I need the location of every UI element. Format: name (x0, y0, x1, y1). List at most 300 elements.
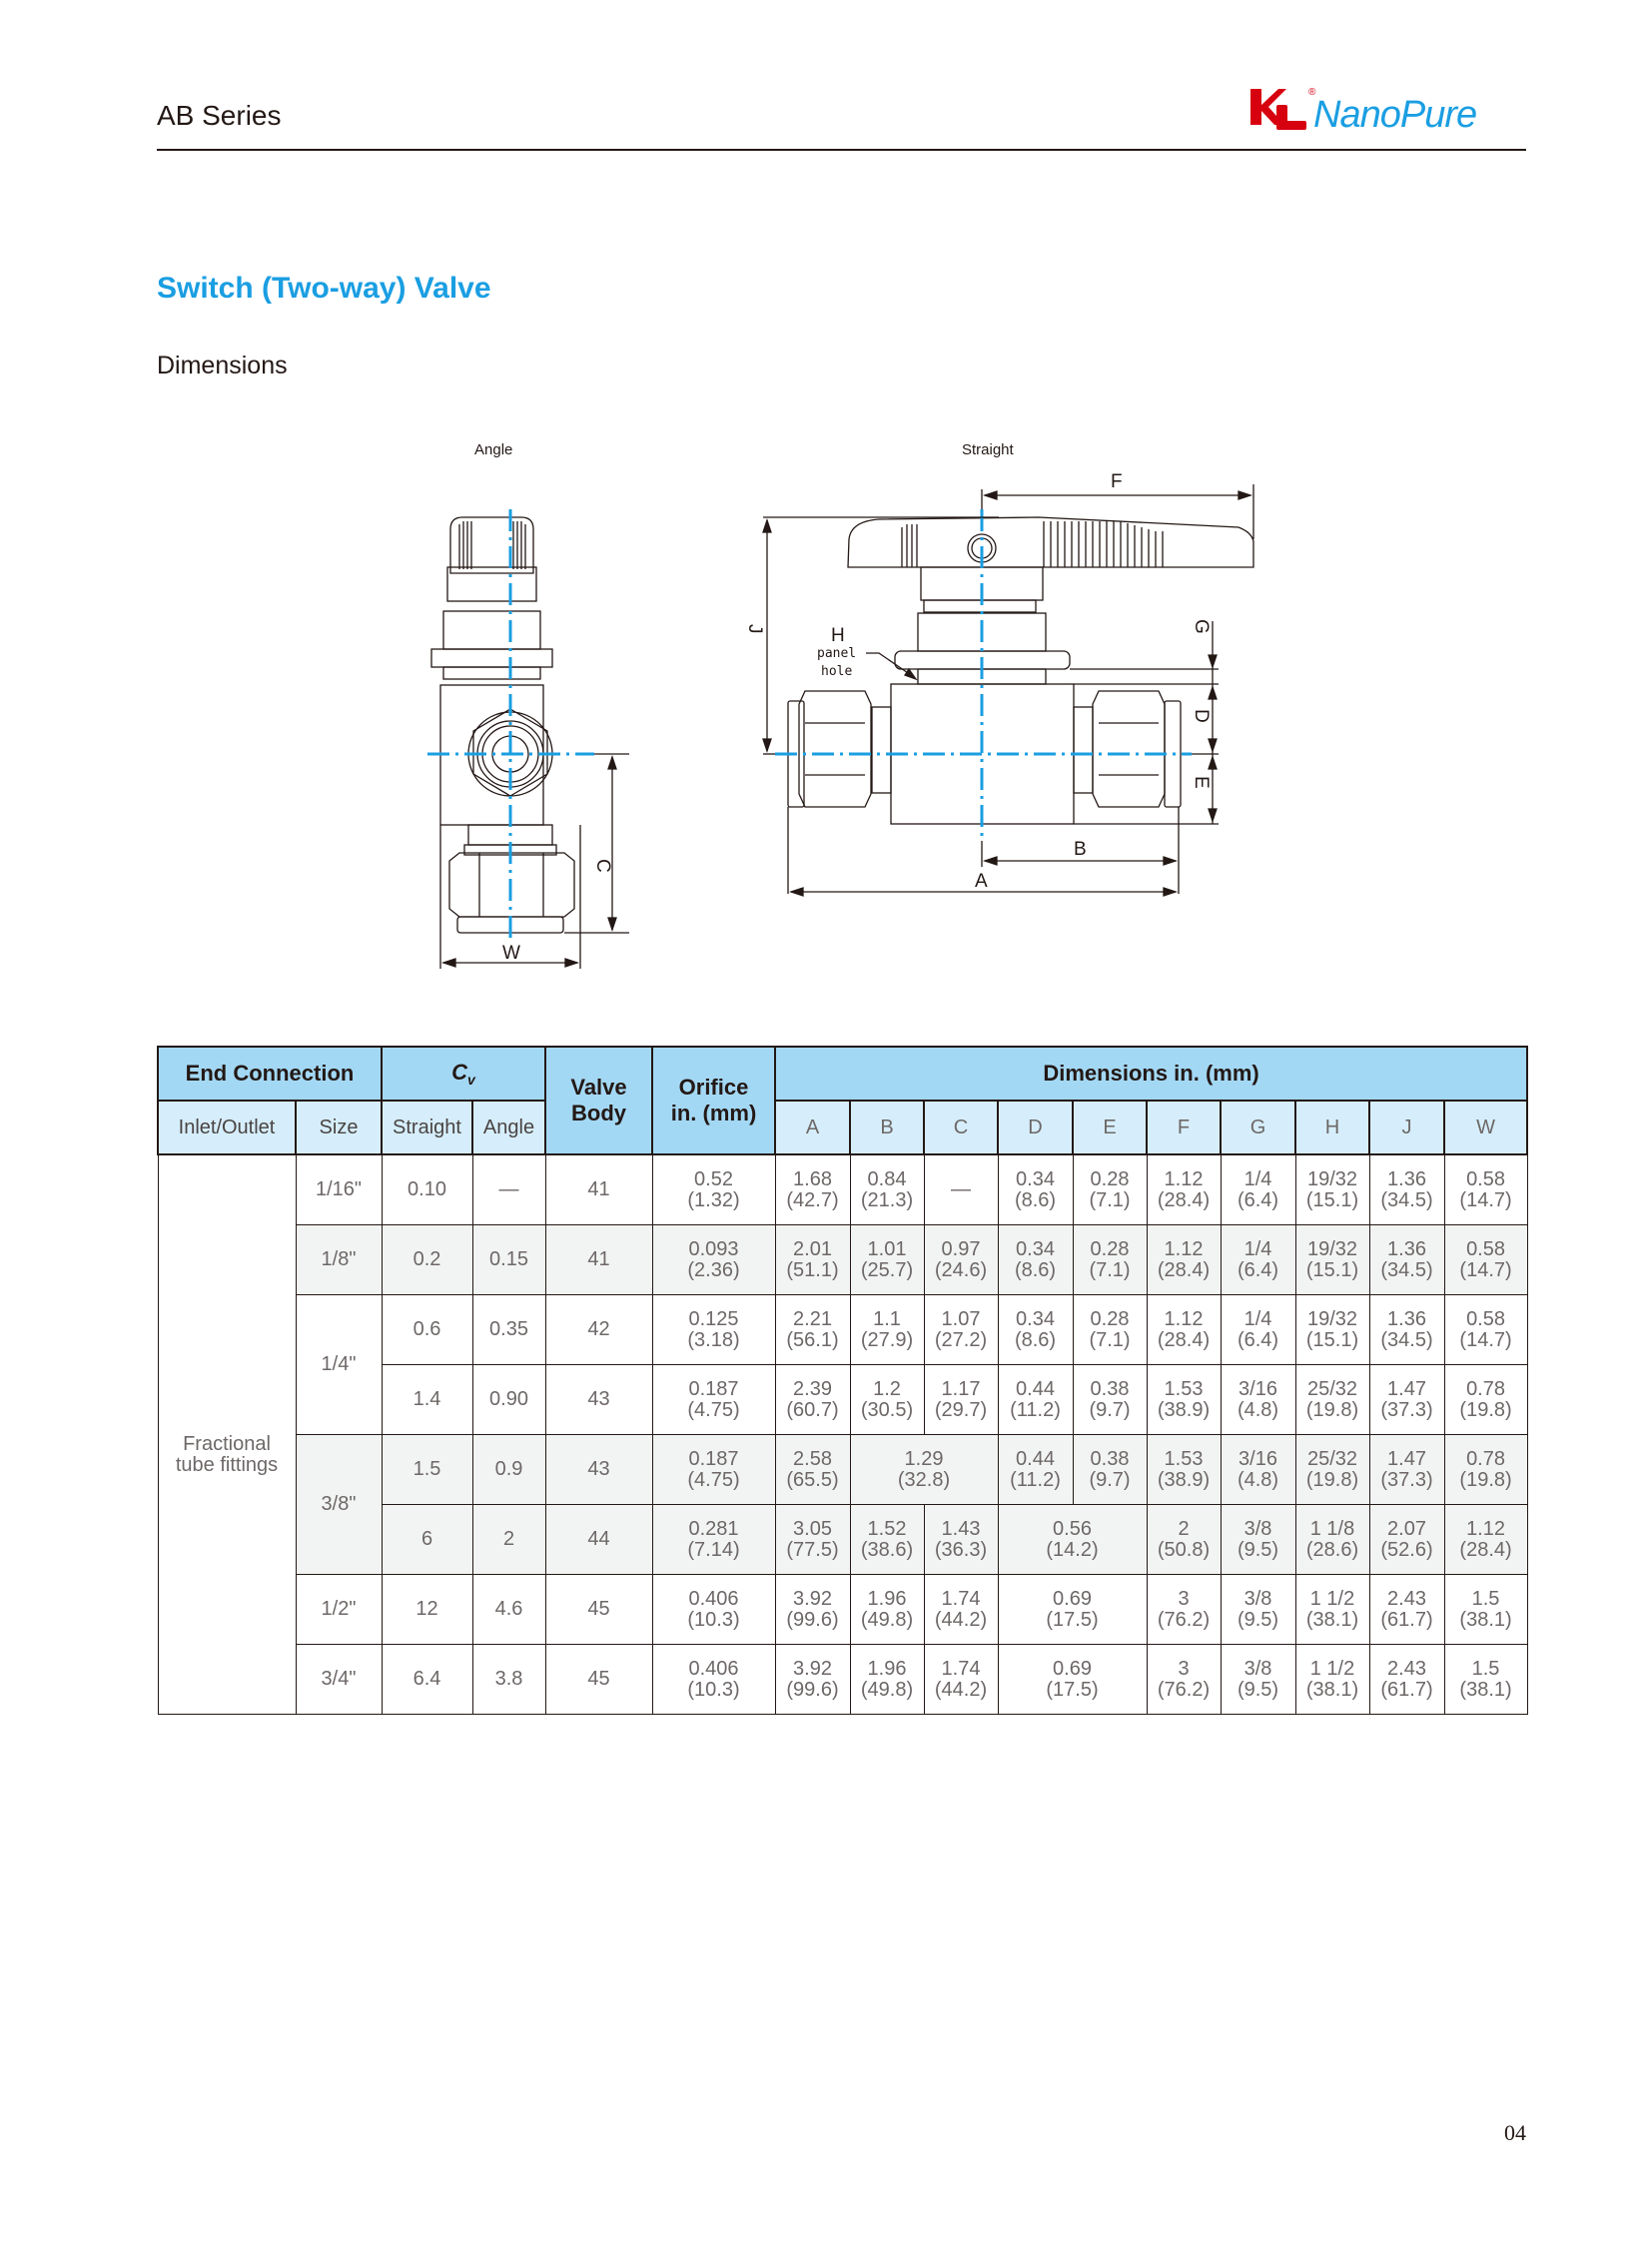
header-dim-f: F (1147, 1101, 1221, 1154)
dim-h-inch: 25/32 (1306, 1377, 1358, 1400)
dim-h-inch: 1 1/2 (1309, 1587, 1355, 1610)
cell-cv-straight: 1.4 (382, 1365, 472, 1435)
header-cv-sub: v (467, 1072, 475, 1088)
dim-g-mm: (6.4) (1237, 1258, 1279, 1281)
cell-dim-de (998, 1505, 1147, 1575)
dim-de-mm: (17.5) (1046, 1608, 1099, 1631)
dim-label-d: D (1191, 709, 1212, 723)
table-row (158, 1295, 1527, 1365)
dim-f-inch: 1.12 (1164, 1167, 1204, 1190)
dim-e-inch: 0.28 (1090, 1237, 1130, 1260)
dim-a-inch: 2.21 (793, 1307, 832, 1330)
dim-e-inch: 0.28 (1090, 1167, 1130, 1190)
cell-valve-body: 45 (545, 1645, 652, 1715)
cell-dim-c (924, 1505, 998, 1575)
cell-dim-b (850, 1505, 924, 1575)
cell-size: 1/16" (296, 1154, 382, 1225)
header-dim-h: H (1295, 1101, 1369, 1154)
dim-d-inch: 0.34 (1016, 1167, 1055, 1190)
dim-g-inch: 3/8 (1243, 1517, 1272, 1540)
orifice-mm: (2.36) (687, 1258, 740, 1281)
dim-w-inch: 0.78 (1466, 1377, 1505, 1400)
cell-dim-e (1073, 1295, 1147, 1365)
dim-bc-mm: (32.8) (897, 1468, 951, 1491)
dim-g-mm: (4.8) (1237, 1468, 1279, 1491)
cell-valve-body: 41 (545, 1225, 652, 1295)
page-number: 04 (1504, 2120, 1526, 2145)
dim-f-mm: (28.4) (1157, 1258, 1211, 1281)
cell-valve-body: 43 (545, 1365, 652, 1435)
dim-bc-inch: 1.29 (904, 1447, 944, 1470)
table-row (158, 1225, 1527, 1295)
orifice-mm: (7.14) (687, 1538, 740, 1561)
cell-dim-c (924, 1365, 998, 1435)
dim-a-mm: (42.7) (786, 1188, 839, 1211)
dim-j-inch: 1.47 (1387, 1377, 1426, 1400)
dim-a-inch: 3.92 (793, 1587, 832, 1610)
orifice-inch: 0.281 (688, 1517, 739, 1540)
dim-h-mm: (15.1) (1305, 1258, 1359, 1281)
dim-g-mm: (9.5) (1237, 1608, 1279, 1631)
dim-j-inch: 2.43 (1387, 1587, 1426, 1610)
cell-dim-de (998, 1645, 1147, 1715)
dim-j-mm: (61.7) (1380, 1678, 1433, 1701)
dim-f-inch: 1.12 (1164, 1237, 1204, 1260)
orifice-inch: 0.187 (688, 1447, 739, 1470)
dim-b-mm: (25.7) (860, 1258, 914, 1281)
dim-f-mm: (28.4) (1157, 1188, 1211, 1211)
cell-dim-g (1221, 1225, 1295, 1295)
dim-g-inch: 1/4 (1243, 1167, 1272, 1190)
dim-w-inch: 1.12 (1466, 1517, 1505, 1540)
table-row (158, 1154, 1527, 1225)
orifice-mm: (10.3) (687, 1678, 740, 1701)
cell-dim-w (1444, 1575, 1527, 1645)
header-dim-g: G (1221, 1101, 1295, 1154)
cell-dim-de (998, 1575, 1147, 1645)
table-body (158, 1154, 1527, 1715)
dim-j-mm: (34.5) (1380, 1328, 1433, 1351)
dim-f-inch: 3 (1178, 1587, 1190, 1610)
dim-e-inch: 0.38 (1090, 1447, 1130, 1470)
dim-de-inch: 0.56 (1053, 1517, 1092, 1540)
cell-dim-a (775, 1225, 850, 1295)
dim-label-h: H (831, 625, 845, 646)
dim-c-inch: 1.43 (941, 1517, 981, 1540)
cell-orifice (652, 1365, 775, 1435)
dim-f-mm: (38.9) (1157, 1468, 1211, 1491)
dim-c-inch: 1.07 (941, 1307, 981, 1330)
dim-f-mm: (28.4) (1157, 1328, 1211, 1351)
dim-w-inch: 0.78 (1466, 1447, 1505, 1470)
table-header-row-2 (158, 1101, 1527, 1154)
cell-dim-a (775, 1154, 850, 1225)
table-row (158, 1435, 1527, 1505)
dim-j-mm: (34.5) (1380, 1258, 1433, 1281)
dim-h-inch: 25/32 (1306, 1447, 1358, 1470)
dim-f-mm: (50.8) (1157, 1538, 1211, 1561)
dim-d-mm: (11.2) (1010, 1468, 1061, 1491)
cell-size: 1/4" (296, 1295, 382, 1435)
dim-b-inch: 1.1 (873, 1307, 901, 1330)
cell-dim-d (998, 1435, 1073, 1505)
header-dim-a: A (775, 1101, 850, 1154)
dim-h-inch: 1 1/8 (1309, 1517, 1355, 1540)
dim-a-inch: 3.05 (793, 1517, 832, 1540)
cell-orifice (652, 1295, 775, 1365)
dim-a-mm: (99.6) (786, 1608, 839, 1631)
dim-e-mm: (7.1) (1089, 1188, 1131, 1211)
dim-w-mm: (38.1) (1459, 1678, 1512, 1701)
cell-dim-a (775, 1645, 850, 1715)
dim-w-mm: (14.7) (1459, 1258, 1512, 1281)
dim-c-inch: 1.74 (941, 1657, 981, 1680)
cell-cv-straight: 0.6 (382, 1295, 472, 1365)
dim-c-mm: (24.6) (934, 1258, 988, 1281)
cell-dim-a (775, 1575, 850, 1645)
cell-dim-j (1369, 1365, 1444, 1435)
dim-j-mm: (52.6) (1380, 1538, 1433, 1561)
dim-e-mm: (9.7) (1089, 1398, 1131, 1421)
cell-dim-w (1444, 1505, 1527, 1575)
dimension-drawings (400, 429, 1298, 979)
dim-b-mm: (38.6) (860, 1538, 914, 1561)
dim-g-mm: (6.4) (1237, 1328, 1279, 1351)
dim-a-inch: 1.68 (793, 1167, 832, 1190)
cell-dim-d (998, 1295, 1073, 1365)
cell-dim-b (850, 1295, 924, 1365)
header-dimensions: Dimensions in. (mm) (775, 1047, 1527, 1101)
cell-dim-a (775, 1365, 850, 1435)
dim-h-mm: (28.6) (1305, 1538, 1359, 1561)
cell-orifice (652, 1575, 775, 1645)
dim-d-inch: 0.44 (1016, 1447, 1055, 1470)
cell-dim-h (1295, 1365, 1369, 1435)
cell-dim-j (1369, 1435, 1444, 1505)
orifice-inch: 0.406 (688, 1587, 739, 1610)
dim-b-mm: (27.9) (860, 1328, 914, 1351)
dim-h-inch: 19/32 (1306, 1167, 1358, 1190)
dim-f-mm: (38.9) (1157, 1398, 1211, 1421)
cell-dim-w (1444, 1365, 1527, 1435)
dim-b-inch: 1.52 (867, 1517, 907, 1540)
cell-dim-g (1221, 1154, 1295, 1225)
orifice-mm: (1.32) (687, 1188, 740, 1211)
cell-dim-d (998, 1365, 1073, 1435)
cell-cv-straight: 0.2 (382, 1225, 472, 1295)
cell-dim-w (1444, 1435, 1527, 1505)
header-valve-body-line1: Valve (570, 1075, 627, 1100)
dim-g-inch: 3/16 (1239, 1377, 1277, 1400)
cell-dim-c (924, 1645, 998, 1715)
cell-dim-c (924, 1225, 998, 1295)
dim-h-mm: (15.1) (1305, 1188, 1359, 1211)
dim-f-inch: 3 (1178, 1657, 1190, 1680)
cell-dim-f (1147, 1154, 1221, 1225)
header-straight: Straight (382, 1101, 472, 1154)
brand-logo (1239, 75, 1538, 145)
dim-h-inch: 1 1/2 (1309, 1657, 1355, 1680)
dim-de-mm: (14.2) (1046, 1538, 1099, 1561)
dim-h-inch: 19/32 (1306, 1237, 1358, 1260)
cell-valve-body: 44 (545, 1505, 652, 1575)
table-row (158, 1645, 1527, 1715)
cell-size: 1/8" (296, 1225, 382, 1295)
cell-dim-d (998, 1225, 1073, 1295)
subsection-title: Dimensions (157, 352, 288, 379)
dim-label-j: J (744, 624, 765, 634)
dim-g-mm: (9.5) (1237, 1538, 1279, 1561)
header-valve-body (545, 1047, 652, 1154)
cell-dim-h (1295, 1225, 1369, 1295)
cell-valve-body: 43 (545, 1435, 652, 1505)
panel-label: panel (817, 646, 857, 661)
cell-cv-straight: 6 (382, 1505, 472, 1575)
cell-dim-w (1444, 1645, 1527, 1715)
dim-f-inch: 2 (1178, 1517, 1190, 1540)
dim-f-mm: (76.2) (1157, 1608, 1211, 1631)
dim-j-inch: 1.36 (1387, 1237, 1426, 1260)
header-dim-w: W (1444, 1101, 1527, 1154)
section-title: Switch (Two-way) Valve (157, 272, 491, 305)
dim-label-c: C (592, 859, 613, 873)
kl-logo-mark (1250, 87, 1306, 130)
header-dim-b: B (850, 1101, 924, 1154)
header-dim-j: J (1369, 1101, 1444, 1154)
cell-dim-a (775, 1295, 850, 1365)
dim-g-inch: 1/4 (1243, 1307, 1272, 1330)
dim-h-mm: (38.1) (1305, 1608, 1359, 1631)
registered-mark: ® (1308, 87, 1316, 98)
dim-c-mm: (44.2) (934, 1678, 988, 1701)
straight-view-title: Straight (962, 441, 1014, 458)
cell-orifice (652, 1154, 775, 1225)
dim-w-inch: 0.58 (1466, 1307, 1505, 1330)
dim-a-mm: (51.1) (786, 1258, 839, 1281)
dim-e-mm: (9.7) (1089, 1468, 1131, 1491)
dim-g-inch: 1/4 (1243, 1237, 1272, 1260)
dim-label-a: A (975, 871, 988, 892)
cell-dim-g (1221, 1365, 1295, 1435)
cell-size: 1/2" (296, 1575, 382, 1645)
cell-dim-f (1147, 1575, 1221, 1645)
header-end-connection: End Connection (158, 1047, 382, 1101)
dim-b-inch: 1.01 (867, 1237, 907, 1260)
orifice-inch: 0.52 (694, 1167, 733, 1190)
header-cv (382, 1047, 545, 1101)
dim-d-inch: 0.34 (1016, 1237, 1055, 1260)
cell-valve-body: 45 (545, 1575, 652, 1645)
cell-cv-straight: 0.10 (382, 1154, 472, 1225)
cell-dim-f (1147, 1505, 1221, 1575)
dim-j-inch: 1.36 (1387, 1167, 1426, 1190)
dim-d-mm: (11.2) (1010, 1398, 1061, 1421)
cell-valve-body: 41 (545, 1154, 652, 1225)
cell-dim-b (850, 1225, 924, 1295)
dim-de-inch: 0.69 (1053, 1657, 1092, 1680)
cell-cv-angle: 4.6 (472, 1575, 545, 1645)
dim-c-inch: 1.17 (941, 1377, 981, 1400)
cell-dim-c (924, 1575, 998, 1645)
angle-view-drawing (427, 441, 629, 969)
cell-cv-angle: 2 (472, 1505, 545, 1575)
header-divider (157, 149, 1526, 151)
dim-label-b: B (1074, 839, 1087, 860)
dim-b-mm: (49.8) (860, 1678, 914, 1701)
dim-d-mm: (8.6) (1014, 1188, 1057, 1211)
dim-j-mm: (61.7) (1380, 1608, 1433, 1631)
dim-a-mm: (99.6) (786, 1678, 839, 1701)
cell-dim-g (1221, 1505, 1295, 1575)
dim-j-inch: 2.07 (1387, 1517, 1426, 1540)
dim-c-mm: (36.3) (934, 1538, 988, 1561)
connection-type-line2: tube fittings (175, 1453, 279, 1476)
dim-d-inch: 0.34 (1016, 1307, 1055, 1330)
dim-h-inch: 19/32 (1306, 1307, 1358, 1330)
dim-label-f: F (1111, 471, 1123, 492)
orifice-inch: 0.187 (688, 1377, 739, 1400)
dim-a-mm: (65.5) (786, 1468, 839, 1491)
cell-dim-j (1369, 1225, 1444, 1295)
cell-cv-angle: — (472, 1154, 545, 1225)
cell-dim-a (775, 1435, 850, 1505)
cell-dim-b (850, 1575, 924, 1645)
header-orifice-line2: in. (mm) (670, 1101, 757, 1125)
dim-e-inch: 0.28 (1090, 1307, 1130, 1330)
cell-dim-h (1295, 1154, 1369, 1225)
dim-w-mm: (38.1) (1459, 1608, 1512, 1631)
dim-f-inch: 1.53 (1164, 1447, 1204, 1470)
cell-dim-j (1369, 1505, 1444, 1575)
dim-w-mm: (14.7) (1459, 1328, 1512, 1351)
straight-view-drawing (744, 441, 1253, 896)
dim-d-mm: (8.6) (1014, 1258, 1057, 1281)
cell-dim-f (1147, 1225, 1221, 1295)
dim-a-inch: 3.92 (793, 1657, 832, 1680)
cell-cv-angle: 0.90 (472, 1365, 545, 1435)
header-orifice (652, 1047, 775, 1154)
table-header-row-1 (158, 1047, 1527, 1101)
cell-dim-b (850, 1154, 924, 1225)
dim-label-g: G (1191, 619, 1212, 634)
table-row (158, 1575, 1527, 1645)
dim-e-inch: 0.38 (1090, 1377, 1130, 1400)
dim-c-mm: (29.7) (934, 1398, 988, 1421)
cell-valve-body: 42 (545, 1295, 652, 1365)
cell-dim-g (1221, 1645, 1295, 1715)
dim-a-mm: (60.7) (786, 1398, 839, 1421)
dim-c-inch: 0.97 (941, 1237, 981, 1260)
cell-dim-a (775, 1505, 850, 1575)
cell-cv-angle: 3.8 (472, 1645, 545, 1715)
cell-dim-w (1444, 1295, 1527, 1365)
dim-w-inch: 1.5 (1471, 1587, 1500, 1610)
dim-g-mm: (4.8) (1237, 1398, 1279, 1421)
cell-dim-f (1147, 1645, 1221, 1715)
cell-dim-j (1369, 1295, 1444, 1365)
dim-j-mm: (37.3) (1380, 1468, 1433, 1491)
series-title: AB Series (157, 100, 282, 131)
dim-f-mm: (76.2) (1157, 1678, 1211, 1701)
cell-dim-c: — (924, 1154, 998, 1225)
cell-dim-w (1444, 1154, 1527, 1225)
dim-a-inch: 2.58 (793, 1447, 832, 1470)
cell-dim-h (1295, 1505, 1369, 1575)
cell-dim-d (998, 1154, 1073, 1225)
dim-d-inch: 0.44 (1016, 1377, 1055, 1400)
cell-orifice (652, 1225, 775, 1295)
dim-b-mm: (21.3) (860, 1188, 914, 1211)
dim-h-mm: (19.8) (1305, 1468, 1359, 1491)
dim-w-mm: (19.8) (1459, 1398, 1512, 1421)
cell-dim-h (1295, 1575, 1369, 1645)
dim-h-mm: (38.1) (1305, 1678, 1359, 1701)
dim-c-mm: (27.2) (934, 1328, 988, 1351)
dim-w-inch: 1.5 (1471, 1657, 1500, 1680)
cell-dim-h (1295, 1295, 1369, 1365)
dim-b-inch: 1.96 (867, 1587, 907, 1610)
cell-dim-e (1073, 1435, 1147, 1505)
orifice-mm: (10.3) (687, 1608, 740, 1631)
dim-j-inch: 1.47 (1387, 1447, 1426, 1470)
connection-type-line1: Fractional (183, 1432, 271, 1455)
dim-j-inch: 1.36 (1387, 1307, 1426, 1330)
dimensions-table (157, 1046, 1528, 1715)
header-cv-main: C (451, 1060, 468, 1085)
dim-c-inch: 1.74 (941, 1587, 981, 1610)
dim-w-inch: 0.58 (1466, 1237, 1505, 1260)
cell-dim-f (1147, 1435, 1221, 1505)
cell-dim-bc (850, 1435, 998, 1505)
dim-b-mm: (30.5) (860, 1398, 914, 1421)
orifice-inch: 0.406 (688, 1657, 739, 1680)
dim-label-w: W (502, 943, 520, 964)
cell-connection-type (158, 1154, 296, 1715)
cell-size: 3/4" (296, 1645, 382, 1715)
cell-dim-j (1369, 1645, 1444, 1715)
dim-a-mm: (56.1) (786, 1328, 839, 1351)
cell-dim-b (850, 1645, 924, 1715)
dim-f-inch: 1.12 (1164, 1307, 1204, 1330)
dim-b-inch: 1.2 (873, 1377, 901, 1400)
cell-dim-g (1221, 1295, 1295, 1365)
dim-label-e: E (1191, 776, 1212, 789)
header-dim-e: E (1073, 1101, 1147, 1154)
cell-dim-e (1073, 1365, 1147, 1435)
header-inlet-outlet: Inlet/Outlet (158, 1101, 296, 1154)
dim-h-mm: (19.8) (1305, 1398, 1359, 1421)
dim-g-mm: (6.4) (1237, 1188, 1279, 1211)
orifice-mm: (4.75) (687, 1398, 740, 1421)
header-orifice-line1: Orifice (678, 1075, 749, 1100)
cell-orifice (652, 1435, 775, 1505)
cell-dim-j (1369, 1154, 1444, 1225)
dim-de-mm: (17.5) (1046, 1678, 1099, 1701)
header-size: Size (296, 1101, 382, 1154)
dim-b-inch: 1.96 (867, 1657, 907, 1680)
cell-dim-g (1221, 1575, 1295, 1645)
cell-cv-angle: 0.35 (472, 1295, 545, 1365)
nanopure-wordmark: NanoPure (1313, 94, 1477, 136)
dim-g-inch: 3/8 (1243, 1587, 1272, 1610)
header-dim-d: D (998, 1101, 1073, 1154)
cell-cv-straight: 1.5 (382, 1435, 472, 1505)
cell-dim-f (1147, 1365, 1221, 1435)
cell-orifice (652, 1505, 775, 1575)
dim-j-inch: 2.43 (1387, 1657, 1426, 1680)
dim-j-mm: (34.5) (1380, 1188, 1433, 1211)
dim-a-inch: 2.39 (793, 1377, 832, 1400)
